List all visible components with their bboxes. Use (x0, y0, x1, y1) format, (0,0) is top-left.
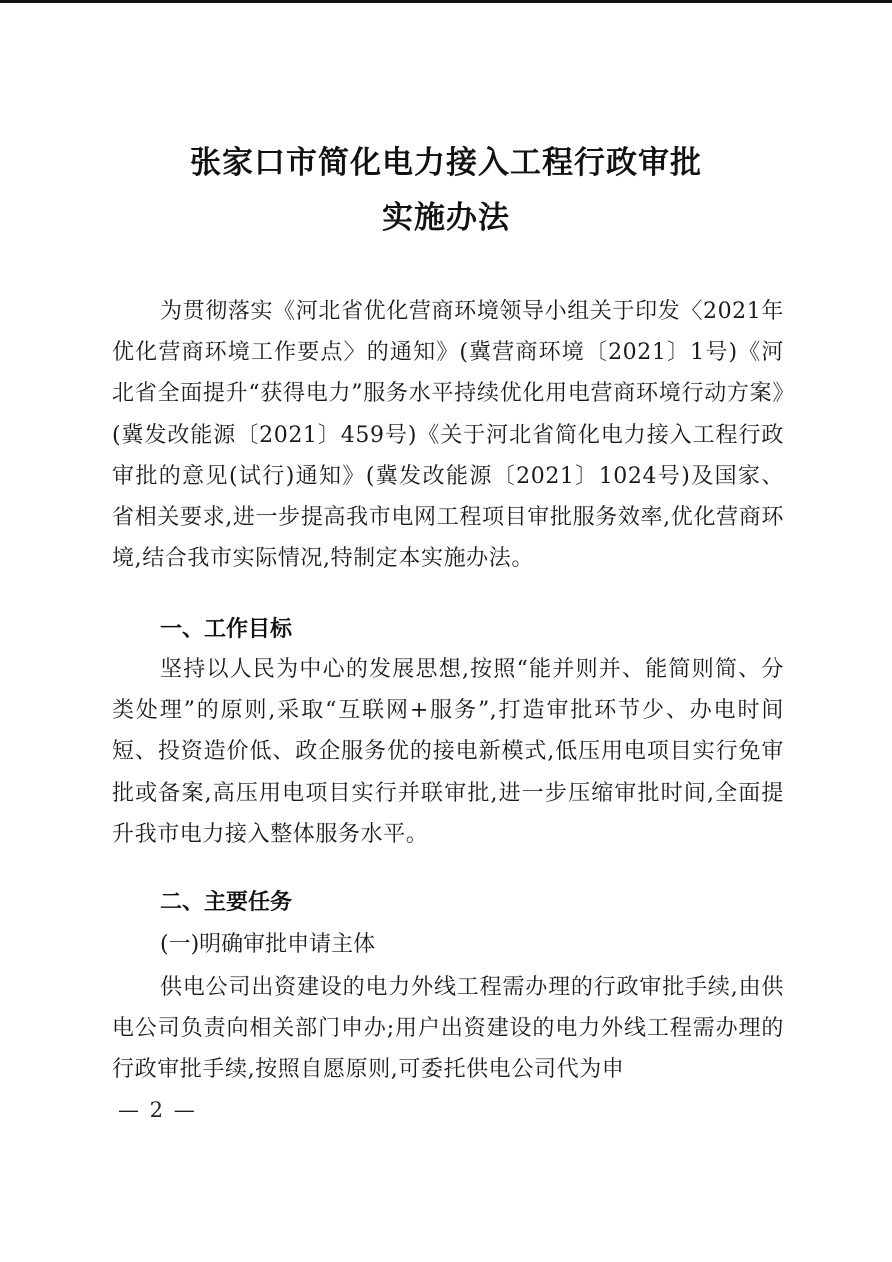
intro-paragraph: 为贯彻落实《河北省优化营商环境领导小组关于印发〈2021年优化营商环境工作要点〉的通知》(冀营商环境〔2021〕1号)《河北省全面提升“获得电力”服务水平持续优化用电营商环境行动方案》(冀发改能源〔2021〕459号)《关于河北省简化电力接入工程行政审批的意见(试行)通知》(冀发改能源〔2021〕1024号)及国家、省相关要求,进一步提高我市电网工程项目审批服务效率,优化营商环境,结合我市实际情况,特制定本实施办法。 (112, 299, 784, 572)
applicant-paragraph: 供电公司出资建设的电力外线工程需办理的行政审批手续,由供电公司负责向相关部门申办;用户出资建设的电力外线工程需办理的行政审批手续,按照自愿原则,可委托供电公司代为申 (112, 975, 784, 1083)
document-title-line-2: 实施办法 (382, 200, 510, 236)
section-heading-work-goals: 一、工作目标 (160, 617, 293, 642)
page-number: — 2 — (118, 1098, 197, 1122)
document-title-line-1: 张家口市简化电力接入工程行政审批 (190, 145, 702, 181)
subsection-heading-applicant: (一)明确审批申请主体 (160, 932, 376, 957)
section-heading-main-tasks: 二、主要任务 (160, 890, 293, 915)
work-goals-paragraph: 坚持以人民为中心的发展思想,按照“能并则并、能简则简、分类处理”的原则,采取“互联网+服务”,打造审批环节少、办电时间短、投资造价低、政企服务优的接电新模式,低压用电项目实行免审批或备案,高压用电项目实行并联审批,进一步压缩审批时间,全面提升我市电力接入整体服务水平。 (112, 657, 784, 847)
